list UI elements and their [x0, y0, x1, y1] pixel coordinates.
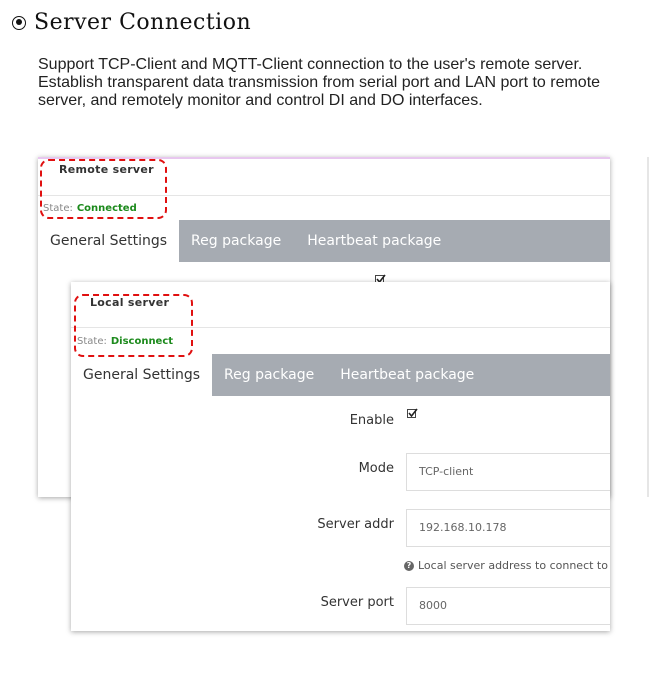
- question-circle-icon: ?: [404, 561, 414, 571]
- tab-reg-package[interactable]: Reg package: [191, 233, 282, 249]
- enable-checkbox[interactable]: [407, 409, 416, 418]
- remote-state-value: Connected: [76, 203, 137, 214]
- mode-select[interactable]: TCP-client: [406, 453, 610, 491]
- tab-general-settings[interactable]: General Settings: [71, 354, 212, 396]
- tab-heartbeat-package[interactable]: Heartbeat package: [340, 367, 475, 383]
- section-header: [12, 10, 251, 35]
- section-description: Support TCP-Client and MQTT-Client connection to the user's remote server. Establish transparent data transmission from serial port and LAN port to remote server, and remotely monitor and control DI and DO interfaces.: [38, 56, 601, 109]
- local-tab-bar: [71, 354, 610, 396]
- remote-state-highlight: [40, 159, 167, 219]
- server-addr-input[interactable]: 192.168.10.178: [406, 509, 610, 547]
- server-port-label: Server port: [320, 595, 394, 610]
- state-label: State:: [77, 336, 107, 347]
- tab-general-settings[interactable]: General Settings: [38, 220, 179, 262]
- remote-server-title: Remote server: [59, 163, 154, 176]
- radio-selected-icon: [12, 16, 26, 30]
- mode-label: Mode: [358, 461, 394, 476]
- tab-heartbeat-package[interactable]: Heartbeat package: [307, 233, 442, 249]
- tab-reg-package[interactable]: Reg package: [224, 367, 315, 383]
- enable-label: Enable: [349, 413, 394, 428]
- server-addr-label: Server addr: [317, 517, 394, 532]
- local-server-title: Local server: [90, 296, 170, 309]
- section-title: Server Connection: [34, 10, 252, 35]
- local-state-value: Disconnect: [110, 336, 174, 347]
- adjacent-panel-edge: [647, 157, 649, 497]
- state-label: State:: [43, 203, 73, 214]
- local-state-highlight: [74, 294, 193, 357]
- server-port-input[interactable]: 8000: [406, 587, 610, 625]
- remote-tab-bar: [38, 220, 610, 262]
- hint-text: Local server address to connect to: [418, 559, 608, 572]
- server-addr-hint: [404, 559, 608, 572]
